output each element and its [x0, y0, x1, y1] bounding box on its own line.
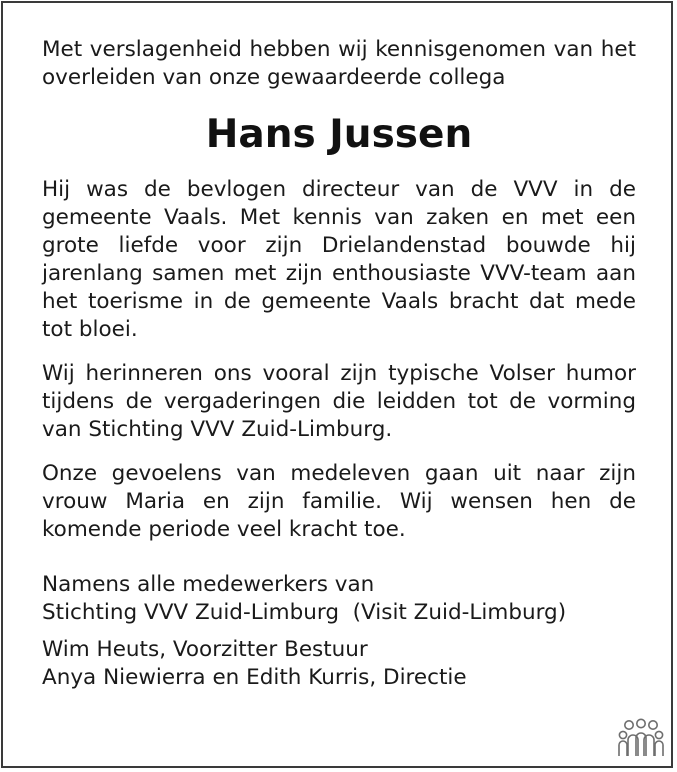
paragraph-tribute: Hij was de bevlogen directeur van de VVV in de gemeente Vaals. Met kennis van zaken en met een grote liefde voor zijn Drielandenstad bouwde hij jarenlang samen met zijn enthousiaste VVV-team aan het toerisme in de gemeente Vaals bracht dat mede tot bloei.	[42, 177, 636, 342]
signature-block	[42, 571, 636, 692]
notice-content	[42, 36, 636, 692]
signature-line-3: Wim Heuts, Voorzitter Bestuur	[42, 637, 368, 662]
signature-line-1: Namens alle medewerkers van	[42, 572, 375, 597]
intro-text: Met verslagenheid hebben wij kennisgenomen van het overleiden van onze gewaardeerde collega	[42, 37, 636, 90]
paragraph-condolences: Onze gevoelens van medeleven gaan uit naar zijn vrouw Maria en zijn familie. Wij wensen hen de komende periode veel kracht toe.	[42, 461, 636, 542]
people-group-icon	[617, 718, 665, 758]
paragraph-memory: Wij herinneren ons vooral zijn typische Volser humor tijdens de vergaderingen die leidden tot de vorming van Stichting VVV Zuid-Limburg.	[42, 361, 636, 442]
signature-line-4: Anya Niewierra en Edith Kurris, Directie	[42, 665, 467, 690]
signature-line-2: Stichting VVV Zuid-Limburg (Visit Zuid-Limburg)	[42, 600, 567, 625]
deceased-name: Hans Jussen	[205, 112, 473, 157]
